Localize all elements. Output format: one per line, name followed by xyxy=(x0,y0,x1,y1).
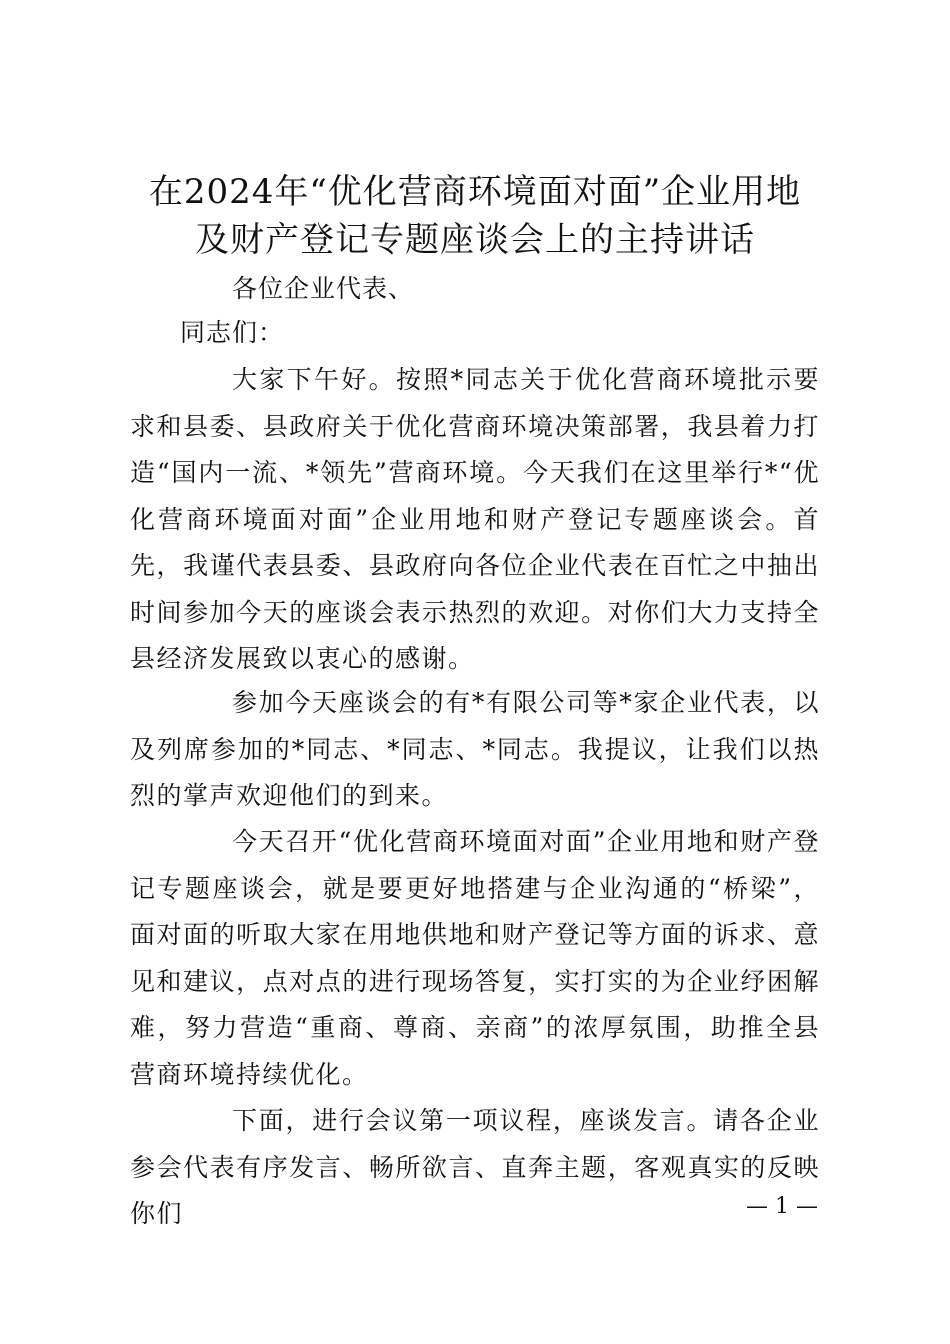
paragraph-3: 今天召开“优化营商环境面对面”企业用地和财产登记专题座谈会，就是要更好地搭建与企业沟通的“桥梁”，面对面的听取大家在用地供地和财产登记等方面的诉求、意见和建议，点对点的进行现场答复，实打实的为企业纾困解难，努力营造“重商、尊商、亲商”的浓厚氛围，助推全县营商环境持续优化。 xyxy=(130,827,820,1089)
paragraph-1: 大家下午好。按照*同志关于优化营商环境批示要求和县委、县政府关于优化营商环境决策部署，我县着力打造“国内一流、*领先”营商环境。今天我们在这里举行*“优化营商环境面对面”企业用地和财产登记专题座谈会。首先，我谨代表县委、县政府向各位企业代表在百忙之中抽出时间参加今天的座谈会表示热烈的欢迎。对你们大力支持全县经济发展致以衷心的感谢。 xyxy=(130,365,820,673)
page-number: — 1 — xyxy=(746,1194,818,1219)
title-line-2: 及财产登记专题座谈会上的主持讲话 xyxy=(195,220,755,260)
salutation-line-2: 同志们： xyxy=(180,318,285,347)
title-line-1: 在2024年“优化营商环境面对面”企业用地 xyxy=(148,172,802,212)
document-title xyxy=(120,168,830,264)
paragraph-4: 下面，进行会议第一项议程，座谈发言。请各企业参会代表有序发言、畅所欲言、直奔主题，客观真实的反映你们 xyxy=(130,1106,820,1228)
salutation-line-1: 各位企业代表、 xyxy=(232,274,415,303)
paragraph-2: 参加今天座谈会的有*有限公司等*家企业代表，以及列席参加的*同志、*同志、*同志。我提议，让我们以热烈的掌声欢迎他们的到来。 xyxy=(130,688,820,810)
